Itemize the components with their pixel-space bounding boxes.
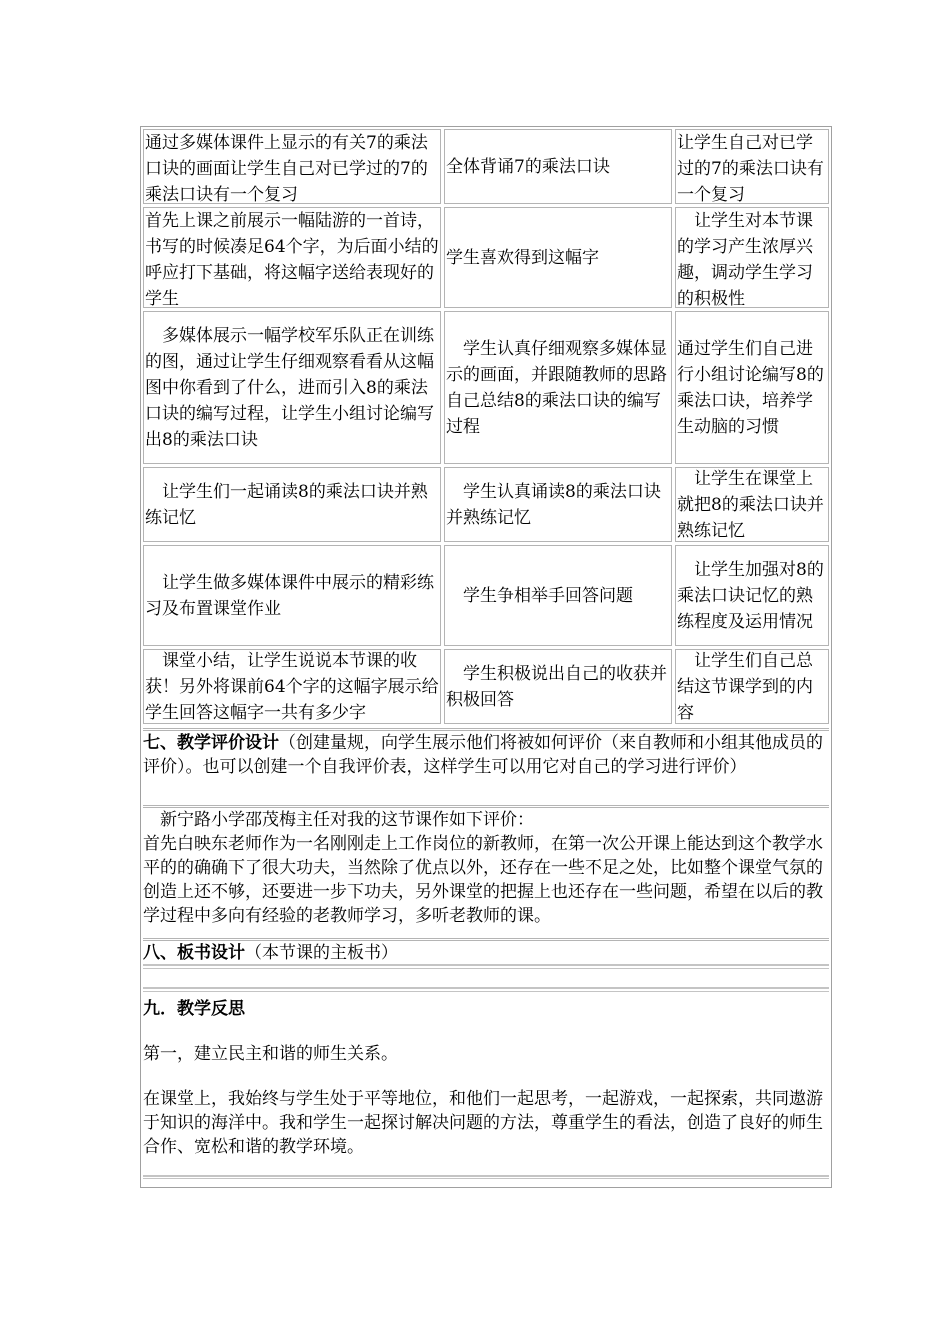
section-8-title: 八、板书设计 (143, 943, 245, 963)
cell-text: 学生认真诵读8的乘法口诀并熟练记忆 (446, 481, 661, 528)
table-cell-student (444, 207, 672, 308)
cell-text: 让学生加强对8的乘法口诀记忆的熟练程度及运用情况 (677, 559, 824, 632)
cell-text: 学生争相举手回答问题 (463, 585, 633, 606)
table-cell-teacher (143, 311, 441, 464)
table-cell-student (444, 545, 672, 646)
table-cell-teacher (143, 467, 441, 542)
evaluation-block (143, 805, 829, 928)
cell-text: 让学生做多媒体课件中展示的精彩练习及布置课堂作业 (145, 572, 434, 619)
cell-text: 让学生们一起诵读8的乘法口诀并熟练记忆 (145, 481, 428, 528)
cell-text: 让学生们自己总结这节课学到的内容 (677, 650, 813, 723)
table-cell-purpose (675, 207, 829, 308)
table-cell-student (444, 467, 672, 542)
cell-text: 学生喜欢得到这幅字 (446, 247, 599, 268)
board-design-divider (143, 987, 829, 992)
reflection-point-1: 第一，建立民主和谐的师生关系。 (143, 1044, 398, 1064)
section-9-title: 九．教学反思 (143, 999, 245, 1019)
cell-text: 多媒体展示一幅学校军乐队正在训练的图，通过让学生仔细观察看看从这幅图中你看到了什么，进而引入8的乘法口诀的编写过程，让学生小组讨论编写出8的乘法口诀 (145, 325, 434, 450)
section-7-note: （创建量规，向学生展示他们将被如何评价（来自教师和小组其他成员的评价）。也可以创建一个自我评价表，这样学生可以用它对自己的学习进行评价） (143, 733, 823, 777)
section-7-title: 七、教学评价设计 (143, 733, 279, 753)
table-cell-teacher (143, 545, 441, 646)
cell-text: 让学生在课堂上就把8的乘法口诀并熟练记忆 (677, 468, 824, 541)
table-cell-purpose (675, 467, 829, 542)
table-cell-purpose (675, 649, 829, 724)
cell-text: 全体背诵7的乘法口诀 (446, 156, 610, 177)
section-8-note: （本节课的主板书） (245, 943, 398, 963)
cell-text: 首先上课之前展示一幅陆游的一首诗，书写的时候凑足64个字，为后面小结的呼应打下基础，将这幅字送给表现好的学生 (145, 211, 439, 308)
table-cell-purpose (675, 129, 829, 204)
table-cell-teacher (143, 207, 441, 308)
cell-text: 让学生对本节课的学习产生浓厚兴趣，调动学生学习的积极性 (677, 211, 813, 308)
table-cell-student (444, 649, 672, 724)
reflection-paragraph-1: 在课堂上，我始终与学生处于平等地位，和他们一起思考，一起游戏，一起探索，共同遨游于知识的海洋中。我和学生一起探讨解决问题的方法，尊重学生的看法，创造了良好的师生合作、宽松和谐的教学环境。 (143, 1089, 823, 1157)
evaluation-body: 首先白映东老师作为一名刚刚走上工作岗位的新教师，在第一次公开课上能达到这个教学水平的的确确下了很大功夫，当然除了优点以外，还存在一些不足之处，比如整个课堂气氛的创造上还不够，还要进一步下功夫，另外课堂的把握上也还存在一些问题，希望在以后的教学过程中多向有经验的老教师学习，多听老教师的课。 (143, 834, 823, 926)
cell-text: 学生积极说出自己的收获并积极回答 (446, 663, 667, 710)
board-design-divider (143, 964, 829, 969)
section-8-heading-row (143, 938, 829, 965)
table-cell-teacher (143, 649, 441, 724)
table-cell-student (444, 129, 672, 204)
section-9-block (143, 997, 831, 1159)
cell-text: 通过学生们自己进行小组讨论编写8的乘法口诀，培养学生动脑的习惯 (677, 338, 824, 437)
section-9-divider (143, 1175, 829, 1179)
cell-text: 让学生自己对已学过的7的乘法口诀有一个复习 (677, 133, 824, 204)
cell-text: 通过多媒体课件上显示的有关7的乘法口诀的画面让学生自己对已学过的7的乘法口诀有一个复习 (145, 133, 428, 204)
table-cell-student (444, 311, 672, 464)
table-cell-purpose (675, 311, 829, 464)
table-cell-teacher (143, 129, 441, 204)
evaluation-intro: 新宁路小学邵茂梅主任对我的这节课作如下评价： (160, 810, 534, 830)
table-cell-purpose (675, 545, 829, 646)
cell-text: 学生认真仔细观察多媒体显示的画面，并跟随教师的思路自己总结8的乘法口诀的编写过程 (446, 338, 667, 437)
cell-text: 课堂小结，让学生说说本节课的收获！另外将课前64个字的这幅字展示给学生回答这幅字一共有多少字 (145, 650, 439, 723)
section-7-heading-row (143, 728, 829, 779)
